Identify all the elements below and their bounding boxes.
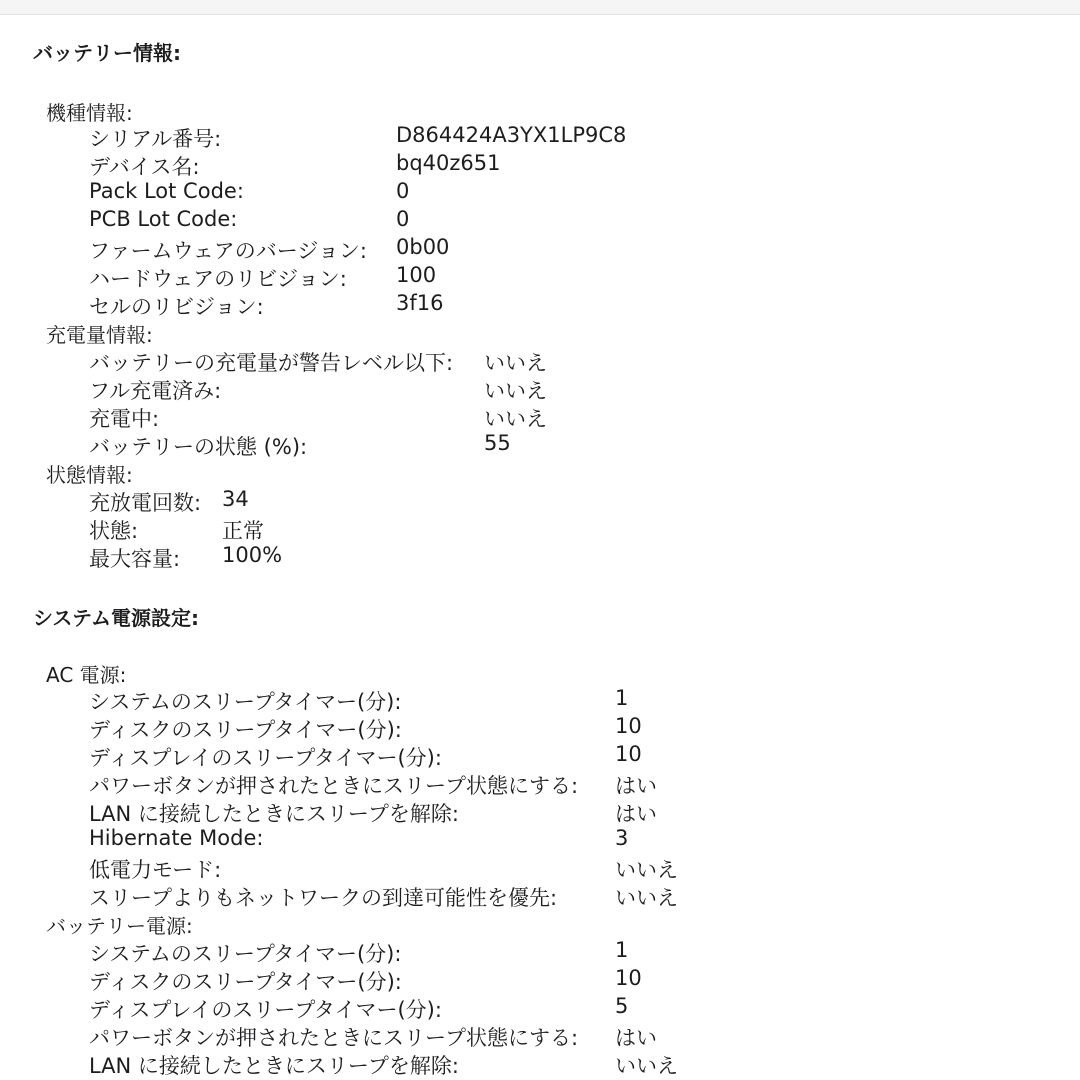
info-row-condition xyxy=(0,515,1080,543)
row-label: 充電中: xyxy=(89,407,160,431)
row-value: はい xyxy=(615,802,657,826)
row-value: 55 xyxy=(484,431,511,455)
row-value: いいえ xyxy=(484,379,547,403)
info-row-system-sleep xyxy=(0,938,1080,966)
row-value: はい xyxy=(615,1026,657,1050)
charge-info-group-title: 充電量情報: xyxy=(46,323,153,347)
info-row-fully-charged xyxy=(0,375,1080,403)
ac-power-group-title: AC 電源: xyxy=(46,663,127,687)
info-row-low-power-mode xyxy=(0,854,1080,882)
row-value: 100 xyxy=(396,263,437,287)
row-value: 1 xyxy=(615,686,629,710)
row-value: 0 xyxy=(396,179,410,203)
row-label: 低電力モード: xyxy=(89,858,222,882)
row-value: いいえ xyxy=(615,1054,678,1078)
info-row-disk-sleep xyxy=(0,966,1080,994)
info-row-display-sleep xyxy=(0,994,1080,1022)
row-label: Hibernate Mode: xyxy=(89,826,264,850)
battery-info-heading: バッテリー情報: xyxy=(33,41,181,65)
row-value: 3 xyxy=(615,826,629,850)
info-row-firmware-version xyxy=(0,235,1080,263)
info-row-wake-on-lan xyxy=(0,1050,1080,1078)
info-row-display-sleep xyxy=(0,742,1080,770)
row-label: バッテリーの充電量が警告レベル以下: xyxy=(89,351,454,375)
row-value: 1 xyxy=(615,938,629,962)
info-row-device-name xyxy=(0,151,1080,179)
row-label: Pack Lot Code: xyxy=(89,179,244,203)
row-value: 3f16 xyxy=(396,291,444,315)
info-row-network-priority xyxy=(0,882,1080,910)
row-label: 充放電回数: xyxy=(89,491,202,515)
battery-power-group-title: バッテリー電源: xyxy=(46,914,193,938)
row-label: システムのスリープタイマー(分): xyxy=(89,942,402,966)
row-label: ディスクのスリープタイマー(分): xyxy=(89,718,402,742)
row-label: セルのリビジョン: xyxy=(89,295,264,319)
row-value: 10 xyxy=(615,742,642,766)
row-value: 100% xyxy=(222,543,283,567)
row-label: システムのスリープタイマー(分): xyxy=(89,690,402,714)
row-value: 正常 xyxy=(222,519,264,543)
row-value: いいえ xyxy=(484,407,547,431)
info-row-hibernate-mode xyxy=(0,826,1080,854)
row-label: ディスプレイのスリープタイマー(分): xyxy=(89,746,442,770)
info-row-cell-revision xyxy=(0,291,1080,319)
row-value: bq40z651 xyxy=(396,151,501,175)
info-row-charging xyxy=(0,403,1080,431)
info-row-below-warning xyxy=(0,347,1080,375)
row-label: シリアル番号: xyxy=(89,127,222,151)
health-info-group-title: 状態情報: xyxy=(46,463,133,487)
row-value: 5 xyxy=(615,994,629,1018)
row-label: 状態: xyxy=(89,519,139,543)
info-row-serial xyxy=(0,123,1080,151)
row-value: 10 xyxy=(615,714,642,738)
row-label: ファームウェアのバージョン: xyxy=(89,239,367,263)
row-value: 0 xyxy=(396,207,410,231)
info-row-power-button-sleep xyxy=(0,770,1080,798)
info-row-cycle-count xyxy=(0,487,1080,515)
model-info-group-title: 機種情報: xyxy=(46,101,133,125)
row-label: パワーボタンが押されたときにスリープ状態にする: xyxy=(89,1026,579,1050)
row-value: いいえ xyxy=(615,858,678,882)
row-label: スリープよりもネットワークの到達可能性を優先: xyxy=(89,886,558,910)
info-row-pack-lot-code xyxy=(0,179,1080,207)
row-label: パワーボタンが押されたときにスリープ状態にする: xyxy=(89,774,579,798)
row-value: いいえ xyxy=(615,886,678,910)
row-value: D864424A3YX1LP9C8 xyxy=(396,123,627,147)
row-value: 34 xyxy=(222,487,249,511)
info-row-system-sleep xyxy=(0,686,1080,714)
info-row-wake-on-lan xyxy=(0,798,1080,826)
row-value: 10 xyxy=(615,966,642,990)
row-label: フル充電済み: xyxy=(89,379,222,403)
row-value: 0b00 xyxy=(396,235,450,259)
row-label: ディスクのスリープタイマー(分): xyxy=(89,970,402,994)
row-label: バッテリーの状態 (%): xyxy=(89,435,308,459)
row-label: LAN に接続したときにスリープを解除: xyxy=(89,802,459,826)
row-value: はい xyxy=(615,774,657,798)
row-label: 最大容量: xyxy=(89,547,181,571)
row-value: いいえ xyxy=(484,351,547,375)
info-row-max-capacity xyxy=(0,543,1080,571)
info-row-pcb-lot-code xyxy=(0,207,1080,235)
power-settings-heading: システム電源設定: xyxy=(33,606,199,630)
row-label: PCB Lot Code: xyxy=(89,207,238,231)
row-label: LAN に接続したときにスリープを解除: xyxy=(89,1054,459,1078)
row-label: ハードウェアのリビジョン: xyxy=(89,267,347,291)
info-row-hardware-revision xyxy=(0,263,1080,291)
info-row-power-button-sleep xyxy=(0,1022,1080,1050)
info-row-state-of-charge xyxy=(0,431,1080,459)
info-row-disk-sleep xyxy=(0,714,1080,742)
row-label: ディスプレイのスリープタイマー(分): xyxy=(89,998,442,1022)
row-label: デバイス名: xyxy=(89,155,200,179)
